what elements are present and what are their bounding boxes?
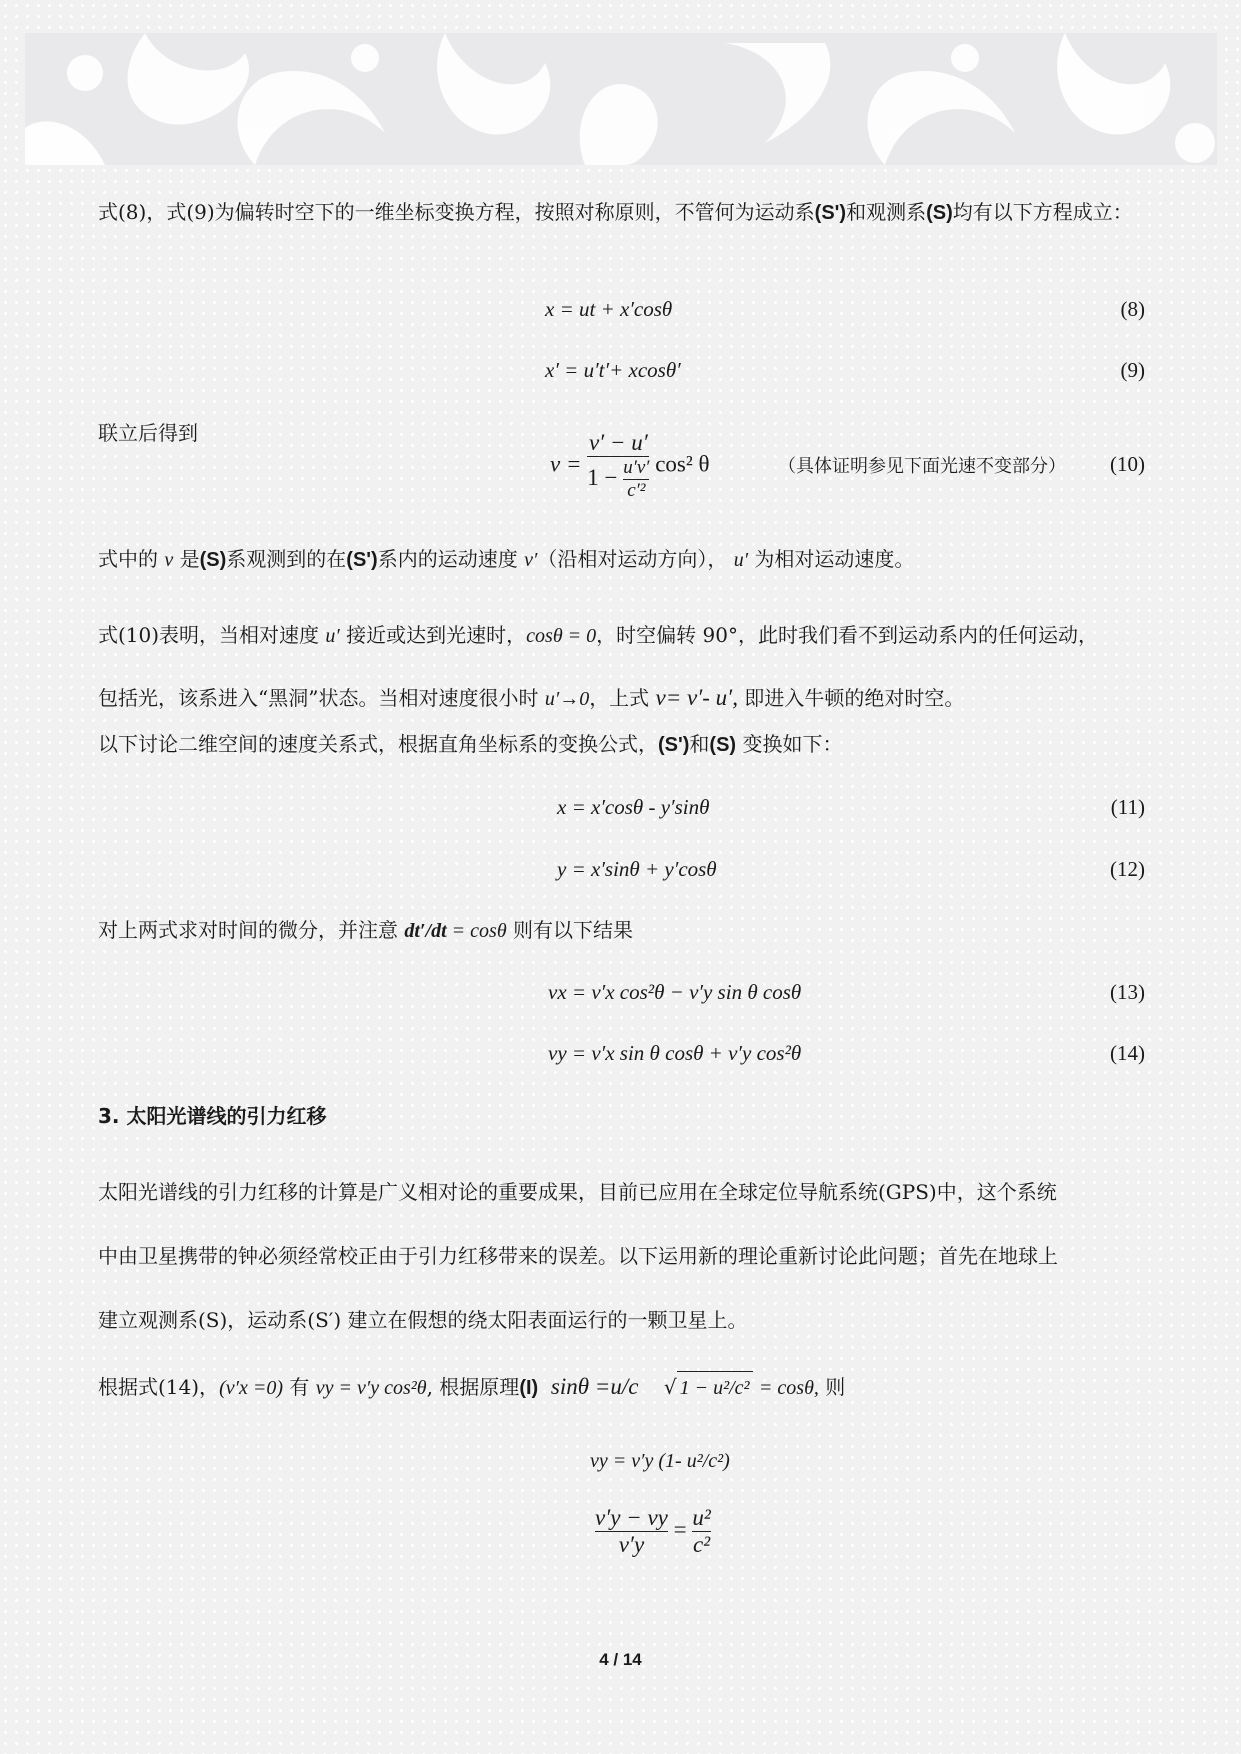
equation-12: y = x′sinθ + y′cosθ	[557, 857, 717, 881]
intro-paragraph: 式(8)，式(9)为偏转时空下的一维坐标变换方程，按照对称原则，不管何为运动系(S')和观测系(S)均有以下方程成立：	[98, 200, 1133, 224]
ratio-left-top: v′y − vy	[595, 1505, 668, 1530]
derivation-line: 根据式(14)，(v′x =0) 有 vy = v′y cos²θ, 根据原理(I) sinθ =u/c √ 1 − u²/c² = cosθ, 则	[98, 1371, 1198, 1404]
equation-9: x′ = u′t′+ xcosθ′	[545, 358, 681, 382]
eq10-inner-bottom: c′²	[623, 479, 649, 502]
equation-redshift-ratio	[595, 1505, 711, 1558]
equation-number-10: (10)	[1110, 452, 1145, 476]
equation-13: vx = v′x cos²θ − v′y sin θ cosθ	[548, 980, 802, 1004]
equation-number-13: (13)	[1110, 980, 1145, 1004]
eq10-denominator	[587, 456, 649, 502]
differentiation-note: 对上两式求对时间的微分，并注意 dt′/dt = cosθ 则有以下结果	[98, 918, 633, 942]
eq10-numerator: v′ − u′	[588, 430, 648, 455]
equation-number-8: (8)	[1120, 297, 1145, 321]
sqrt-expression: 1 − u²/c²	[677, 1371, 753, 1404]
section-heading-3: 3. 太阳光谱线的引力红移	[98, 1104, 327, 1128]
eq10-note: （具体证明参见下面光速不变部分）	[778, 456, 1066, 477]
equation-number-9: (9)	[1120, 358, 1145, 382]
page-number: 4 / 14	[599, 1650, 642, 1669]
ratio-equals: =	[673, 1516, 687, 1542]
equation-10-discussion: 式(10)表明，当相对速度 u′ 接近或达到光速时，cosθ = 0，时空偏转 90°，此时我们看不到运动系内的任何运动， 包括光，该系进入“黑洞”状态。当相对速度很小时 u′→0，上式 v= v′- u′, 即进入牛顿的绝对时空。	[98, 623, 1098, 710]
combined-label: 联立后得到	[98, 421, 198, 445]
ratio-left-fraction	[595, 1505, 668, 1558]
ratio-left-bottom: v′y	[595, 1531, 668, 1558]
ratio-right-bottom: c²	[693, 1532, 711, 1557]
equation-14: vy = v′x sin θ cosθ + v′y cos²θ	[548, 1041, 802, 1065]
eq10-lhs: v =	[550, 451, 582, 477]
two-dimensional-intro: 以下讨论二维空间的速度关系式，根据直角坐标系的变换公式，(S')和(S) 变换如下：	[98, 732, 843, 756]
eq10-tail: cos² θ	[655, 451, 710, 477]
eq10-inner-fraction	[623, 457, 649, 502]
equation-8: x = ut + x′cosθ	[545, 297, 673, 321]
equation-11: x = x′cosθ - y′sinθ	[557, 795, 710, 819]
decorative-banner	[25, 33, 1217, 165]
equation-number-12: (12)	[1110, 857, 1145, 881]
damask-pattern-icon	[25, 33, 1217, 165]
eq10-inner-top: u′v′	[623, 457, 650, 478]
equation-number-11: (11)	[1110, 795, 1145, 819]
eq10-fraction	[587, 430, 649, 502]
ratio-right-fraction	[692, 1505, 710, 1558]
eq10-den-prefix: 1 −	[587, 464, 618, 490]
gravitational-redshift-paragraph: 太阳光谱线的引力红移的计算是广义相对论的重要成果，目前已应用在全球定位导航系统(GPS)中，这个系统 中由卫星携带的钟必须经常校正由于引力红移带来的误差。以下运用新的理论重新讨论此问题；首先在地球上 建立观测系(S)，运动系(S′) 建立在假想的绕太阳表面运行的一颗卫星上。	[98, 1180, 1058, 1332]
equation-10	[550, 430, 710, 502]
equation-vy: vy = v′y (1- u²/c²)	[590, 1450, 730, 1472]
ratio-right-top: u²	[692, 1505, 711, 1530]
variable-explanation: 式中的 v 是(S)系观测到的在(S')系内的运动速度 v′（沿相对运动方向）， u′ 为相对运动速度。	[98, 547, 915, 571]
equation-number-14: (14)	[1110, 1041, 1145, 1065]
